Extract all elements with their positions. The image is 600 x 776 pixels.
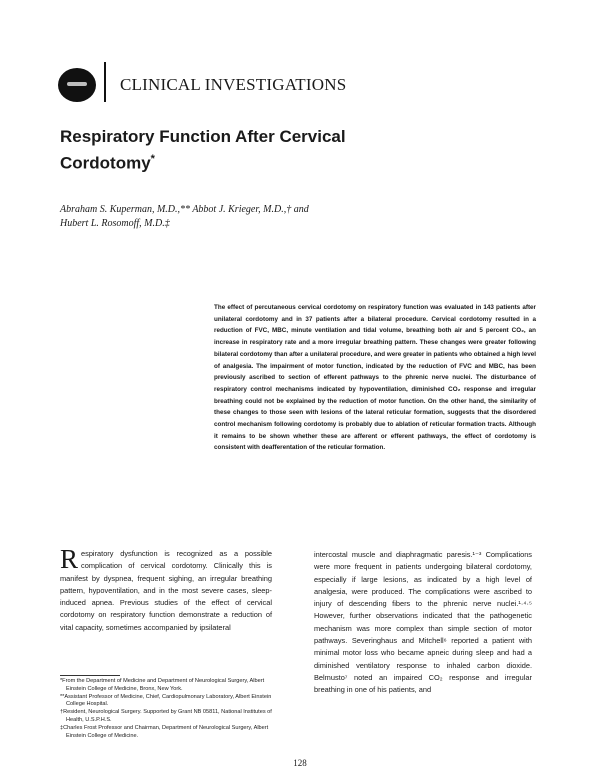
- footnotes: [60, 678, 276, 740]
- author-list: [60, 203, 390, 231]
- drop-cap: R: [60, 544, 79, 574]
- footnote-divider: [60, 675, 120, 676]
- body-column-right: [314, 549, 532, 697]
- footnote-author-3: ‡Charles Frost Professor and Chairman, Department of Neurological Surgery, Albert Einstein College of Medicine.: [60, 724, 269, 739]
- authors-line-2: Hubert L. Rosomoff, M.D.‡: [60, 218, 170, 229]
- body-text-left: espiratory dysfunction is recognized as a possible complication of cervical cordotomy. Clinically this is manifest by dyspnea, frequent sighing, an irregular breathing pattern, hypoventilation, and in the most severe cases, sleep-induced apnea. Previous studies of the effect of cervical cordotomy on respiratory function demonstrate a reduction of vital capacity, sometimes accompanied by ipsilateral: [60, 549, 272, 632]
- journal-logo: [58, 68, 96, 102]
- body-text-right: intercostal muscle and diaphragmatic paresis.¹⁻³ Complications were more frequent in patients undergoing bilateral cordotomy, especially if large lesions, as indicated by a high level of analgesia, were produced. The complications were ascribed to injury of descending fibers to the phrenic nerve nuclei.¹·⁴·⁵ However, further observations indicated that the pathogenetic mechanism was more complex than simple section of motor pathways. Severinghaus and Mitchell⁶ reported a patient with minimal motor loss who became apneic during sleep and had a diminished ventilatory response to inhaled carbon dioxide. Belmusto⁷ noted an impaired CO₂ response and irregular breathing in one of his patients, and: [314, 550, 532, 695]
- footnote-affiliation: *From the Department of Medicine and Department of Neurological Surgery, Albert Einstein College of Medicine, Bronx, New York.: [60, 678, 265, 692]
- page-number: 128: [293, 758, 307, 768]
- abstract: The effect of percutaneous cervical cordotomy on respiratory function was evaluated in 143 patients after unilateral cordotomy and in 37 patients after a bilateral procedure. Cervical cordotomy resulted in a reduction of FVC, MBC, minute ventilation and tidal volume, breathing both air and 5 percent CO₂, an increase in respiratory rate and a more irregular breathing pattern. These changes were greater following bilateral cordotomy than after a unilateral procedure, and were greater in patients who obtained a high level of analgesia. The impairment of motor function, indicated by the reduction of FVC and MBC, has been previously ascribed to section of efferent pathways to the phrenic nerve nuclei. The disturbance of respiratory control mechanisms indicated by hypoventilation, diminished CO₂ response and irregular breathing could not be explained by the reduction of motor function. On the other hand, the similarity of these changes to those seen with lesions of the lateral reticular formation, suggests that the disordered control mechanism following cordotomy is probably due to ablation of reticular formation tracts. Although it remains to be shown whether these are afferent or efferent pathways, the effect of cordotomy is consistent with deafferentation of the reticular formation.: [214, 304, 536, 452]
- body-column-left: [60, 544, 272, 634]
- footnote-author-2: †Resident, Neurological Surgery. Supported by Grant NB 05811, National Institutes of Health, U.S.P.H.S.: [60, 709, 272, 723]
- footnote-author-1: **Assistant Professor of Medicine, Chief, Cardiopulmonary Laboratory, Albert Einstein College Hospital.: [60, 693, 272, 708]
- article-title-text: Respiratory Function After Cervical Cordotomy: [60, 127, 346, 173]
- article-title: [60, 125, 390, 175]
- authors-line-1: Abraham S. Kuperman, M.D.,** Abbot J. Krieger, M.D.,† and: [60, 204, 309, 215]
- section-heading: CLINICAL INVESTIGATIONS: [120, 75, 347, 94]
- logo-mark-icon: [67, 82, 87, 86]
- header-divider: [104, 62, 106, 102]
- title-footnote-mark: *: [150, 153, 155, 165]
